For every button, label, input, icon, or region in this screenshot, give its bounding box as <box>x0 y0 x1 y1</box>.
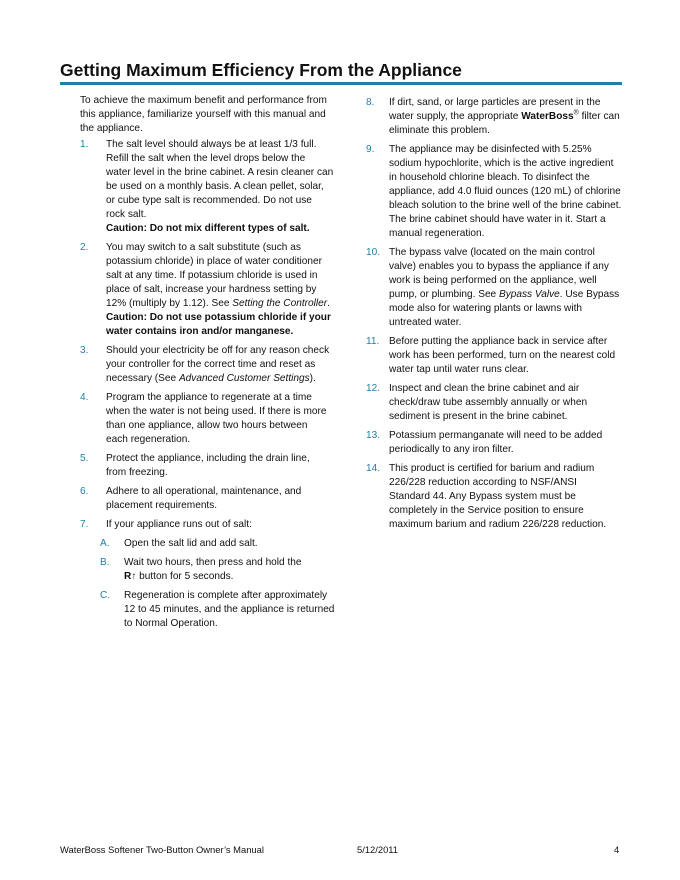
item-number: 2. <box>80 242 89 253</box>
item-line: place of salt, increase your hardness setting by <box>106 284 317 295</box>
item-line <box>124 570 332 584</box>
footer-manual-title: WaterBoss Softener Two-Button Owner’s Manual <box>60 844 264 855</box>
item-line: periodically to any iron filter. <box>389 444 514 455</box>
caution-text: Caution: Do not use potassium chloride if your <box>106 312 331 323</box>
item-line: completely in the Service position to ensure <box>389 505 584 516</box>
list-item-5 <box>80 452 332 480</box>
item-number: 14. <box>366 463 381 474</box>
item-line: Protect the appliance, including the drain line, <box>106 453 310 464</box>
item-line: valve) enables you to bypass the appliance if any <box>389 261 609 272</box>
item-line: Should your electricity be off for any reason check <box>106 345 330 356</box>
item-number: 6. <box>80 486 89 497</box>
list-item-1 <box>80 138 332 236</box>
item-line: 226/228 reduction according to NSF/ANSI <box>389 477 577 488</box>
item-number: 9. <box>366 144 375 155</box>
item-line: If your appliance runs out of salt: <box>106 519 252 530</box>
sub-item-letter: C. <box>100 590 111 601</box>
item-line: appliance, add 4.0 fluid ounces (120 mL) of chlorine <box>389 186 621 197</box>
line-text: necessary (See <box>106 373 179 384</box>
item-line: Inspect and clean the brine cabinet and air <box>389 383 580 394</box>
item-line: mode also for watering plants or lawns with <box>389 303 582 314</box>
item-line: Adhere to all operational, maintenance, and <box>106 486 302 497</box>
item-line: Before putting the appliance back in service after <box>389 336 608 347</box>
list-item-14 <box>366 462 622 532</box>
item-line: untreated water. <box>389 317 462 328</box>
list-item-4 <box>80 391 332 447</box>
list-item-13 <box>366 429 622 457</box>
item-line: be used on a monthly basis. A clean pellet, solar, <box>106 181 324 192</box>
item-number: 3. <box>80 345 89 356</box>
item-line: than one appliance, allow two hours between <box>106 420 308 431</box>
line-text: button for 5 seconds. <box>136 571 234 582</box>
line-text: . Use Bypass <box>559 289 620 300</box>
registered-mark: ® <box>573 109 579 117</box>
left-column <box>80 94 335 636</box>
item-line: placement requirements. <box>106 500 218 511</box>
item-line: work is being performed on the appliance, well <box>389 275 597 286</box>
list-item-12 <box>366 382 622 424</box>
item-line: The bypass valve (located on the main control <box>389 247 595 258</box>
line-text: filter can <box>578 111 620 122</box>
line-text: water supply, the appropriate <box>389 111 522 122</box>
item-line: water level in the brine cabinet. A resin cleaner can <box>106 167 334 178</box>
list-item-7 <box>80 518 335 631</box>
item-line: If dirt, sand, or large particles are present in the <box>389 97 601 108</box>
brand-name: WaterBoss <box>521 111 574 122</box>
item-line: each regeneration. <box>106 434 191 445</box>
item-line: Regeneration is complete after approximately <box>124 590 328 601</box>
item-line: work has been performed, turn on the nearest cold <box>389 350 616 361</box>
item-number: 11. <box>366 336 380 347</box>
caution-text: water contains iron and/or manganese. <box>106 326 294 337</box>
list-item-11 <box>366 335 622 377</box>
item-line <box>106 372 332 386</box>
item-line: This product is certified for barium and radium <box>389 463 595 474</box>
title-rule <box>60 82 622 85</box>
item-line: eliminate this problem. <box>389 125 490 136</box>
item-number: 8. <box>366 97 375 108</box>
item-line: Refill the salt when the level drops below the <box>106 153 306 164</box>
item-line: The salt level should always be at least 1/3 full. <box>106 139 317 150</box>
item-line: sodium hypochlorite, which is the active ingredient <box>389 158 614 169</box>
item-line: your controller for the correct time and reset as <box>106 359 316 370</box>
section-reference: Bypass Valve <box>498 289 560 300</box>
sub-item-b <box>100 556 332 584</box>
item-line: when the water is not being used. If there is more <box>106 406 327 417</box>
item-line: salt at any time. If potassium chloride is used in <box>106 270 318 281</box>
item-line: maximum barium and radium 226/228 reduction. <box>389 519 607 530</box>
item-line: bleach solution to the brine well of the brine cabinet. <box>389 200 622 211</box>
item-line: or cube type salt is recommended. Do not use <box>106 195 312 206</box>
item-number: 10. <box>366 247 381 258</box>
page-title: Getting Maximum Efficiency From the Appliance <box>60 60 462 80</box>
item-line: to Normal Operation. <box>124 618 218 629</box>
footer-date: 5/12/2011 <box>357 844 399 855</box>
line-text: 12% (multiply by 1.12). See <box>106 298 233 309</box>
list-item-6 <box>80 485 332 513</box>
sub-item-letter: A. <box>100 538 110 549</box>
item-line <box>106 297 332 311</box>
sub-item-letter: B. <box>100 557 110 568</box>
item-number: 7. <box>80 519 89 530</box>
item-line: Program the appliance to regenerate at a time <box>106 392 312 403</box>
item-line: rock salt. <box>106 209 147 220</box>
item-line: water tap until water runs clear. <box>389 364 529 375</box>
footer-page-number: 4 <box>614 844 620 855</box>
item-line <box>389 110 622 124</box>
section-reference: Setting the Controller <box>232 298 328 309</box>
item-line: from freezing. <box>106 467 168 478</box>
list-item-10 <box>366 246 622 330</box>
regen-button-symbol: R↑ <box>124 571 137 582</box>
item-line: 12 to 45 minutes, and the appliance is returned <box>124 604 335 615</box>
item-number: 12. <box>366 383 381 394</box>
sub-item-a <box>100 537 332 551</box>
item-line: in household chlorine bleach. To disinfect the <box>389 172 590 183</box>
item-number: 1. <box>80 139 89 150</box>
intro-paragraph: To achieve the maximum benefit and performance from this appliance, familiarize yourself with this manual and the appliance. <box>80 95 327 134</box>
item-line: sediment is present in the brine cabinet. <box>389 411 568 422</box>
line-text: pump, or plumbing. See <box>389 289 499 300</box>
list-item-8 <box>366 96 622 138</box>
caution-text: Caution: Do not mix different types of salt. <box>106 223 310 234</box>
item-line: The brine cabinet should have water in it. Start a <box>389 214 606 225</box>
item-number: 13. <box>366 430 381 441</box>
item-line: The appliance may be disinfected with 5.25% <box>389 144 592 155</box>
line-text: ). <box>309 373 316 384</box>
right-column <box>366 96 622 537</box>
list-item-3 <box>80 344 332 386</box>
sub-list <box>100 537 335 631</box>
item-number: 4. <box>80 392 89 403</box>
item-line: potassium chloride) in place of water conditioner <box>106 256 323 267</box>
list-item-9 <box>366 143 622 241</box>
section-reference: Advanced Customer Settings <box>178 373 310 384</box>
item-line: Standard 44. Any Bypass system must be <box>389 491 576 502</box>
item-line: manual regeneration. <box>389 228 485 239</box>
item-line: Wait two hours, then press and hold the <box>124 557 302 568</box>
item-line: check/draw tube assembly annually or when <box>389 397 588 408</box>
item-line: Open the salt lid and add salt. <box>124 538 258 549</box>
sub-item-c <box>100 589 335 631</box>
list-item-2 <box>80 241 332 339</box>
item-line: You may switch to a salt substitute (such as <box>106 242 301 253</box>
item-number: 5. <box>80 453 89 464</box>
item-line: Potassium permanganate will need to be added <box>389 430 603 441</box>
line-text: . <box>327 298 330 309</box>
item-line <box>389 288 622 302</box>
